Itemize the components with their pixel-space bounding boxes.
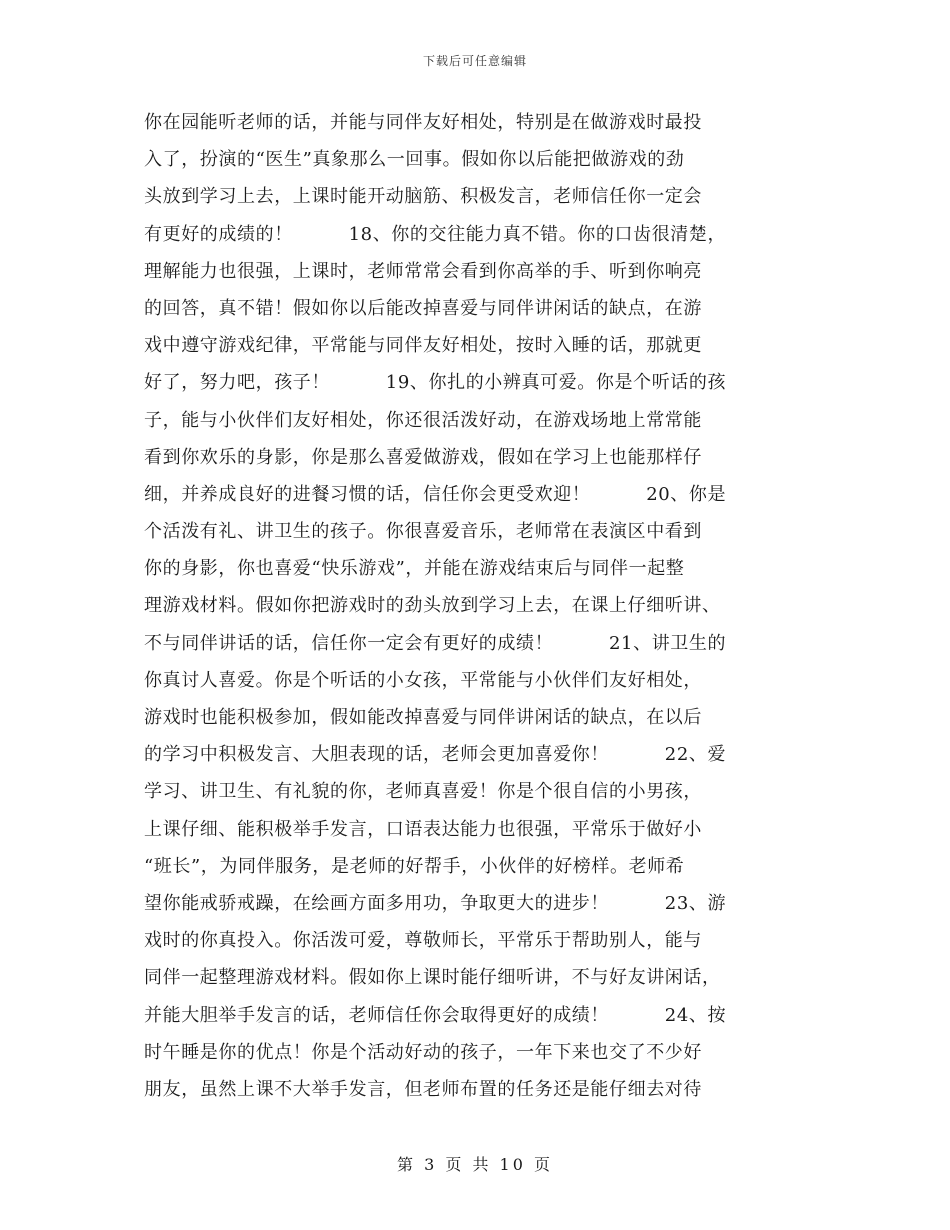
text-line: 望你能戒骄戒躁，在绘画方面多用功，争取更大的进步！ 23、游: [144, 892, 727, 914]
text-line: 时午睡是你的优点！你是个活动好动的孩子，一年下来也交了不少好: [144, 1041, 702, 1063]
text-line: 戏时的你真投入。你活泼可爱，尊敬师长，平常乐于帮助别人，能与: [144, 930, 702, 952]
text-line: 同伴一起整理游戏材料。假如你上课时能仔细听讲，不与好友讲闲话，: [144, 967, 721, 989]
text-line: 你的身影，你也喜爱“快乐游戏”，并能在游戏结束后与同伴一起整: [144, 558, 685, 580]
text-line: 理游戏材料。假如你把游戏时的劲头放到学习上去，在课上仔细听讲、: [144, 595, 721, 617]
text-line: 理解能力也很强，上课时，老师常常会看到你高举的手、听到你响亮: [144, 260, 702, 282]
page-footer: 第 3 页 共 10 页: [397, 1155, 553, 1174]
text-line: 戏中遵守游戏纪律，平常能与同伴友好相处，按时入睡的话，那就更: [144, 335, 702, 357]
text-line: 细，并养成良好的进餐习惯的话，信任你会更受欢迎！ 20、你是: [144, 483, 727, 505]
text-line: 游戏时也能积极参加，假如能改掉喜爱与同伴讲闲话的缺点，在以后: [144, 707, 702, 728]
text-line: 你真讨人喜爱。你是个听话的小女孩，平常能与小伙伴们友好相处，: [144, 669, 702, 691]
text-line: 的学习中积极发言、大胆表现的话，老师会更加喜爱你！ 22、爱: [144, 744, 727, 766]
text-line: 好了，努力吧，孩子！ 19、你扎的小辨真可爱。你是个听话的孩: [144, 372, 727, 394]
text-line: 头放到学习上去，上课时能开动脑筋、积极发言，老师信任你一定会: [144, 186, 702, 208]
text-line: 并能大胆举手发言的话，老师信任你会取得更好的成绩！ 24、按: [144, 1004, 727, 1026]
text-line: 看到你欢乐的身影，你是那么喜爱做游戏，假如在学习上也能那样仔: [144, 446, 702, 468]
text-line: 个活泼有礼、讲卫生的孩子。你很喜爱音乐，老师常在表演区中看到: [144, 521, 702, 543]
text-line: 不与同伴讲话的话，信任你一定会有更好的成绩！ 21、讲卫生的: [144, 632, 727, 654]
text-line: 上课仔细、能积极举手发言，口语表达能力也很强，平常乐于做好小: [144, 818, 702, 840]
text-line: 学习、讲卫生、有礼貌的你，老师真喜爱！你是个很自信的小男孩，: [144, 781, 702, 803]
text-line: 朋友，虽然上课不大举手发言，但老师布置的任务还是能仔细去对待: [144, 1078, 702, 1100]
text-line: 的回答，真不错！假如你以后能改掉喜爱与同伴讲闲话的缺点，在游: [144, 297, 702, 319]
body-text: [144, 104, 806, 1108]
text-line: 入了，扮演的“医生”真象那么一回事。假如你以后能把做游戏的劲: [144, 149, 685, 171]
text-line: 有更好的成绩的！ 18、你的交往能力真不错。你的口齿很清楚，: [144, 223, 727, 245]
page-header: 下载后可任意编辑: [422, 54, 527, 68]
text-line: “班长”，为同伴服务，是老师的好帮手，小伙伴的好榜样。老师希: [144, 855, 685, 877]
text-line: 子，能与小伙伴们友好相处，你还很活泼好动，在游戏场地上常常能: [144, 409, 702, 431]
text-line: 你在园能听老师的话，并能与同伴友好相处，特别是在做游戏时最投: [144, 112, 702, 133]
